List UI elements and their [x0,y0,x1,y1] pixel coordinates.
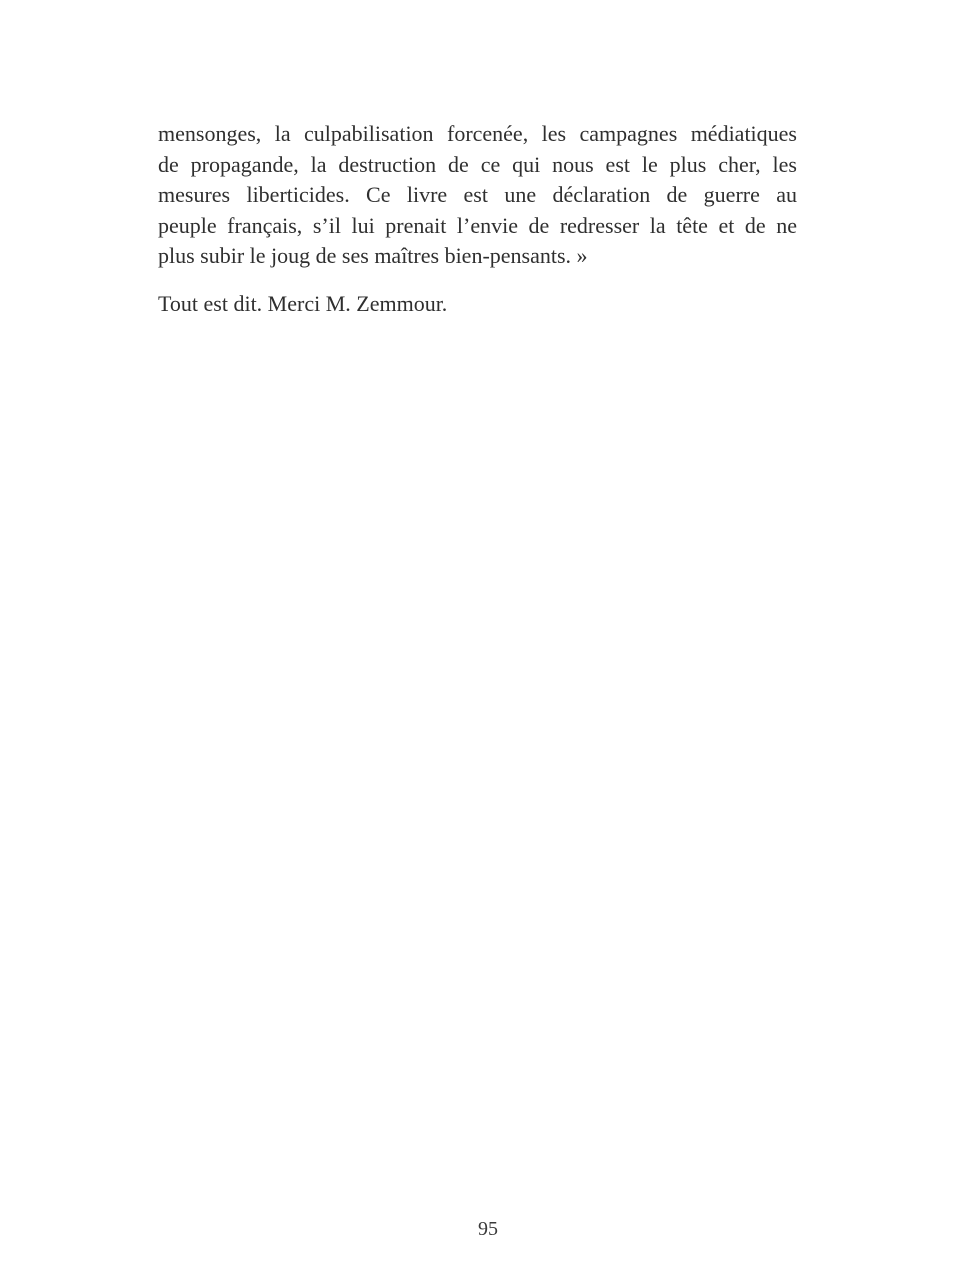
quote-line: de propagande, la destruction de ce qui nous est le plus cher, les [158,151,797,177]
quote-line: mesures liberticides. Ce livre est une déclaration de guerre au [158,182,797,207]
page-number: 95 [478,1218,498,1240]
paragraph-quote [158,119,797,272]
paragraph-conclusion: Tout est dit. Merci M. Zemmour. [158,290,448,316]
quote-line: mensonges, la culpabilisation forcenée, les campagnes médiatiques [158,121,797,146]
quote-line: peuple français, s’il lui prenait l’envie de redresser la tête et de ne [158,212,797,238]
quote-line: plus subir le joug de ses maîtres bien-pensants. » [158,243,588,268]
body-text [158,119,797,319]
